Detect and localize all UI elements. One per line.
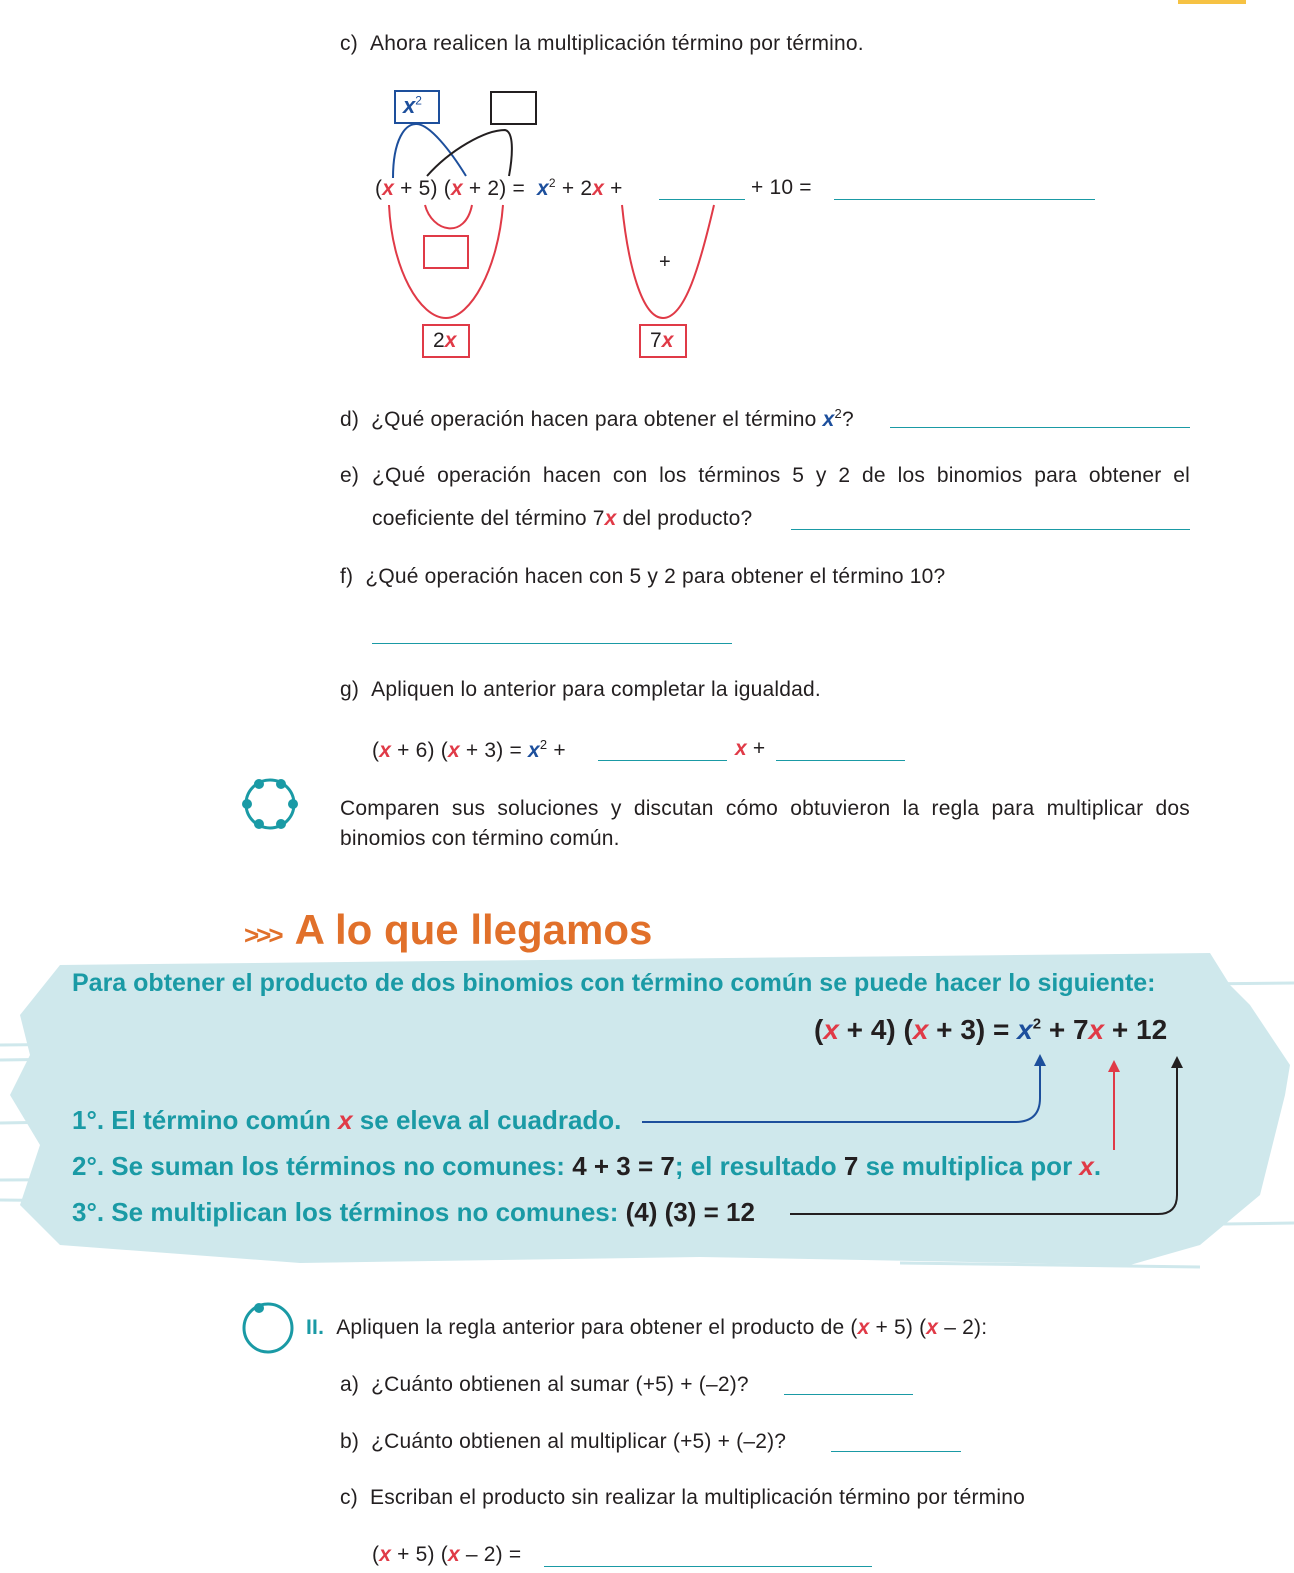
diagram-tail: + 10 = [751, 176, 812, 199]
item-g-equation-tail: x + [735, 737, 766, 760]
answer-line-2c[interactable] [544, 1566, 872, 1567]
box-2x-label: 2x [433, 329, 457, 352]
rule-intro: Para obtener el producto de dos binomios con término común se puede hacer lo siguiente: [72, 969, 1156, 997]
rule-step-3: 3°. Se multiplican los términos no comunes: (4) (3) = 12 [72, 1197, 755, 1227]
item-e-line1: e) ¿Qué operación hacen con los términos 5 y 2 de los binomios para obtener el [340, 464, 1190, 487]
individual-work-icon [240, 1300, 296, 1354]
plus-sign: + [659, 251, 671, 273]
diagram-equation: (x + 5) $(x + 2) = x^2 + 2x$ + [375, 176, 623, 200]
part2-item-b: b) ¿Cuánto obtienen al multiplicar (+5) + (–2)? [340, 1430, 787, 1453]
item-e-line2: coeficiente del término 7x del producto? [372, 507, 753, 530]
item-c: c) Ahora realicen la multiplicación término por término. [340, 32, 864, 55]
item-f: f) ¿Qué operación hacen con 5 y 2 para obtener el término 10? [340, 565, 946, 588]
part2-item-a: a) ¿Cuánto obtienen al sumar (+5) + (–2)? [340, 1373, 749, 1396]
part2-item-c: c) Escriban el producto sin realizar la multiplicación término por término [340, 1486, 1025, 1509]
answer-line-2a[interactable] [784, 1394, 913, 1395]
section-title: >>> A lo que llegamos [244, 906, 653, 953]
rule-step-1: 1°. El término común x se eleva al cuadrado. [72, 1105, 622, 1135]
item-d: d) ¿Qué operación hacen para obtener el término $x^2$? [340, 406, 854, 431]
item-g-equation: (x + 6) $(x + 3) = x^2$ + [372, 737, 566, 762]
rule-step-2: 2°. Se suman los términos no comunes: 4 + 3 = 7; el resultado 7 se multiplica por x. [72, 1151, 1102, 1181]
part2-heading: II. Apliquen la regla anterior para obtener el producto de (x + 5) (x – 2): [306, 1316, 988, 1339]
item-g: g) Apliquen lo anterior para completar la igualdad. [340, 678, 821, 701]
compare-text: Comparen sus soluciones y discutan cómo obtuvieron la regla para multiplicar dos binomios con término común. [340, 797, 1190, 850]
answer-line-2b[interactable] [831, 1451, 961, 1452]
rule-equation: (x + 4) $(x + 3) = x^2 + 7x + 12$ [814, 1014, 1168, 1045]
box-7x-label: 7x [650, 329, 674, 352]
box-x2-label: $x^2$ [403, 93, 422, 118]
part2-equation: (x + 5) (x – 2) = [372, 1543, 522, 1566]
